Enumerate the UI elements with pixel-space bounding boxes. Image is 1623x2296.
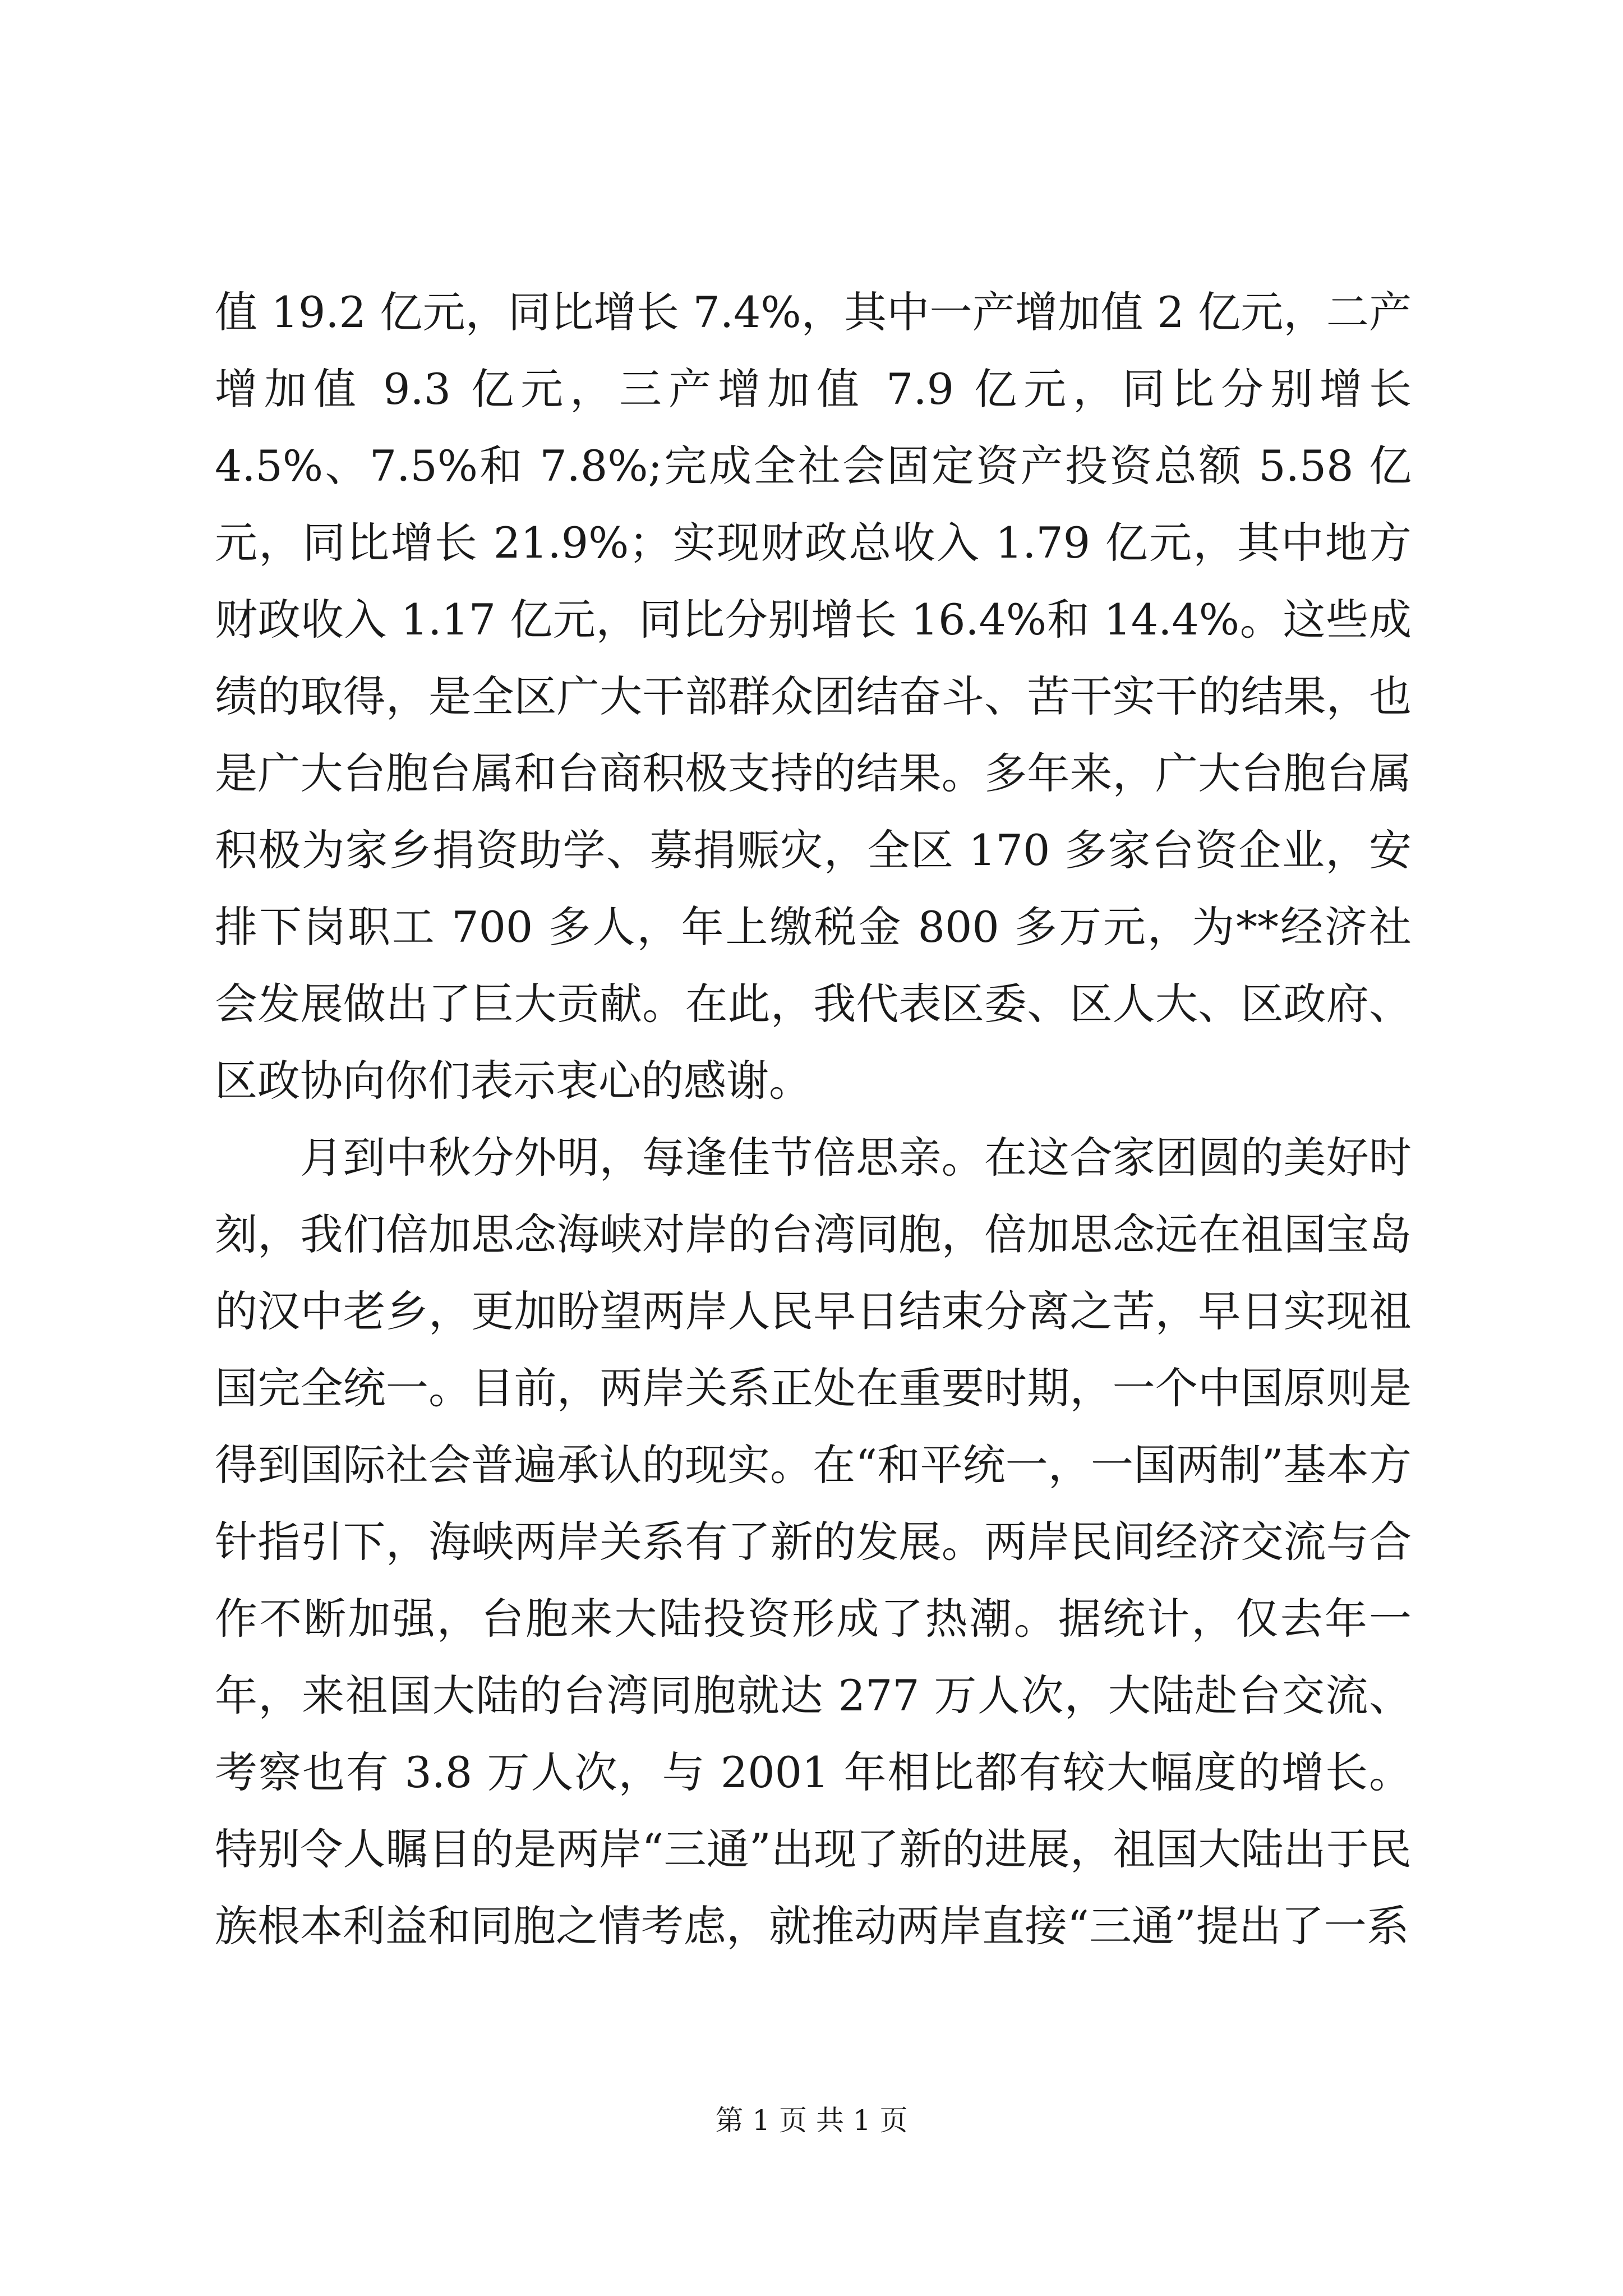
paragraph-1: 值 19.2 亿元，同比增长 7.4%，其中一产增加值 2 亿元，二产增加值 9.3 亿元，三产增加值 7.9 亿元，同比分别增长 4.5%、7.5%和 7.8%;完成全社会固定资产投资总额 5.58 亿元，同比增长 21.9%；实现财政总收入 1.79 亿元，其中地方财政收入 1.17 亿元，同比分别增长 16.4%和 14.4%。这些成绩的取得，是全区广大干部群众团结奋斗、苦干实干的结果，也是广大台胞台属和台商积极支持的结果。多年来，广大台胞台属积极为家乡捐资助学、募捐赈灾，全区 170 多家台资企业，安排下岗职工 700 多人，年上缴税金 800 多万元，为**经济社会发展做出了巨大贡献。在此，我代表区委、区人大、区政府、区政协向你们表示衷心的感谢。 (215, 287, 1412, 1106)
paragraph-2: 月到中秋分外明，每逢佳节倍思亲。在这合家团圆的美好时刻，我们倍加思念海峡对岸的台湾同胞，倍加思念远在祖国宝岛的汉中老乡，更加盼望两岸人民早日结束分离之苦，早日实现祖国完全统一。目前，两岸关系正处在重要时期，一个中国原则是得到国际社会普遍承认的现实。在“和平统一，一国两制”基本方针指引下，海峡两岸关系有了新的发展。两岸民间经济交流与合作不断加强，台胞来大陆投资形成了热潮。据统计，仅去年一年，来祖国大陆的台湾同胞就达 277 万人次，大陆赴台交流、考察也有 3.8 万人次，与 2001 年相比都有较大幅度的增长。特别令人瞩目的是两岸“三通”出现了新的进展，祖国大陆出于民族根本利益和同胞之情考虑，就推动两岸直接“三通”提出了一系 (215, 1133, 1412, 1951)
document-body (215, 274, 1412, 1964)
page-footer: 第 1 页 共 1 页 (715, 2104, 908, 2137)
